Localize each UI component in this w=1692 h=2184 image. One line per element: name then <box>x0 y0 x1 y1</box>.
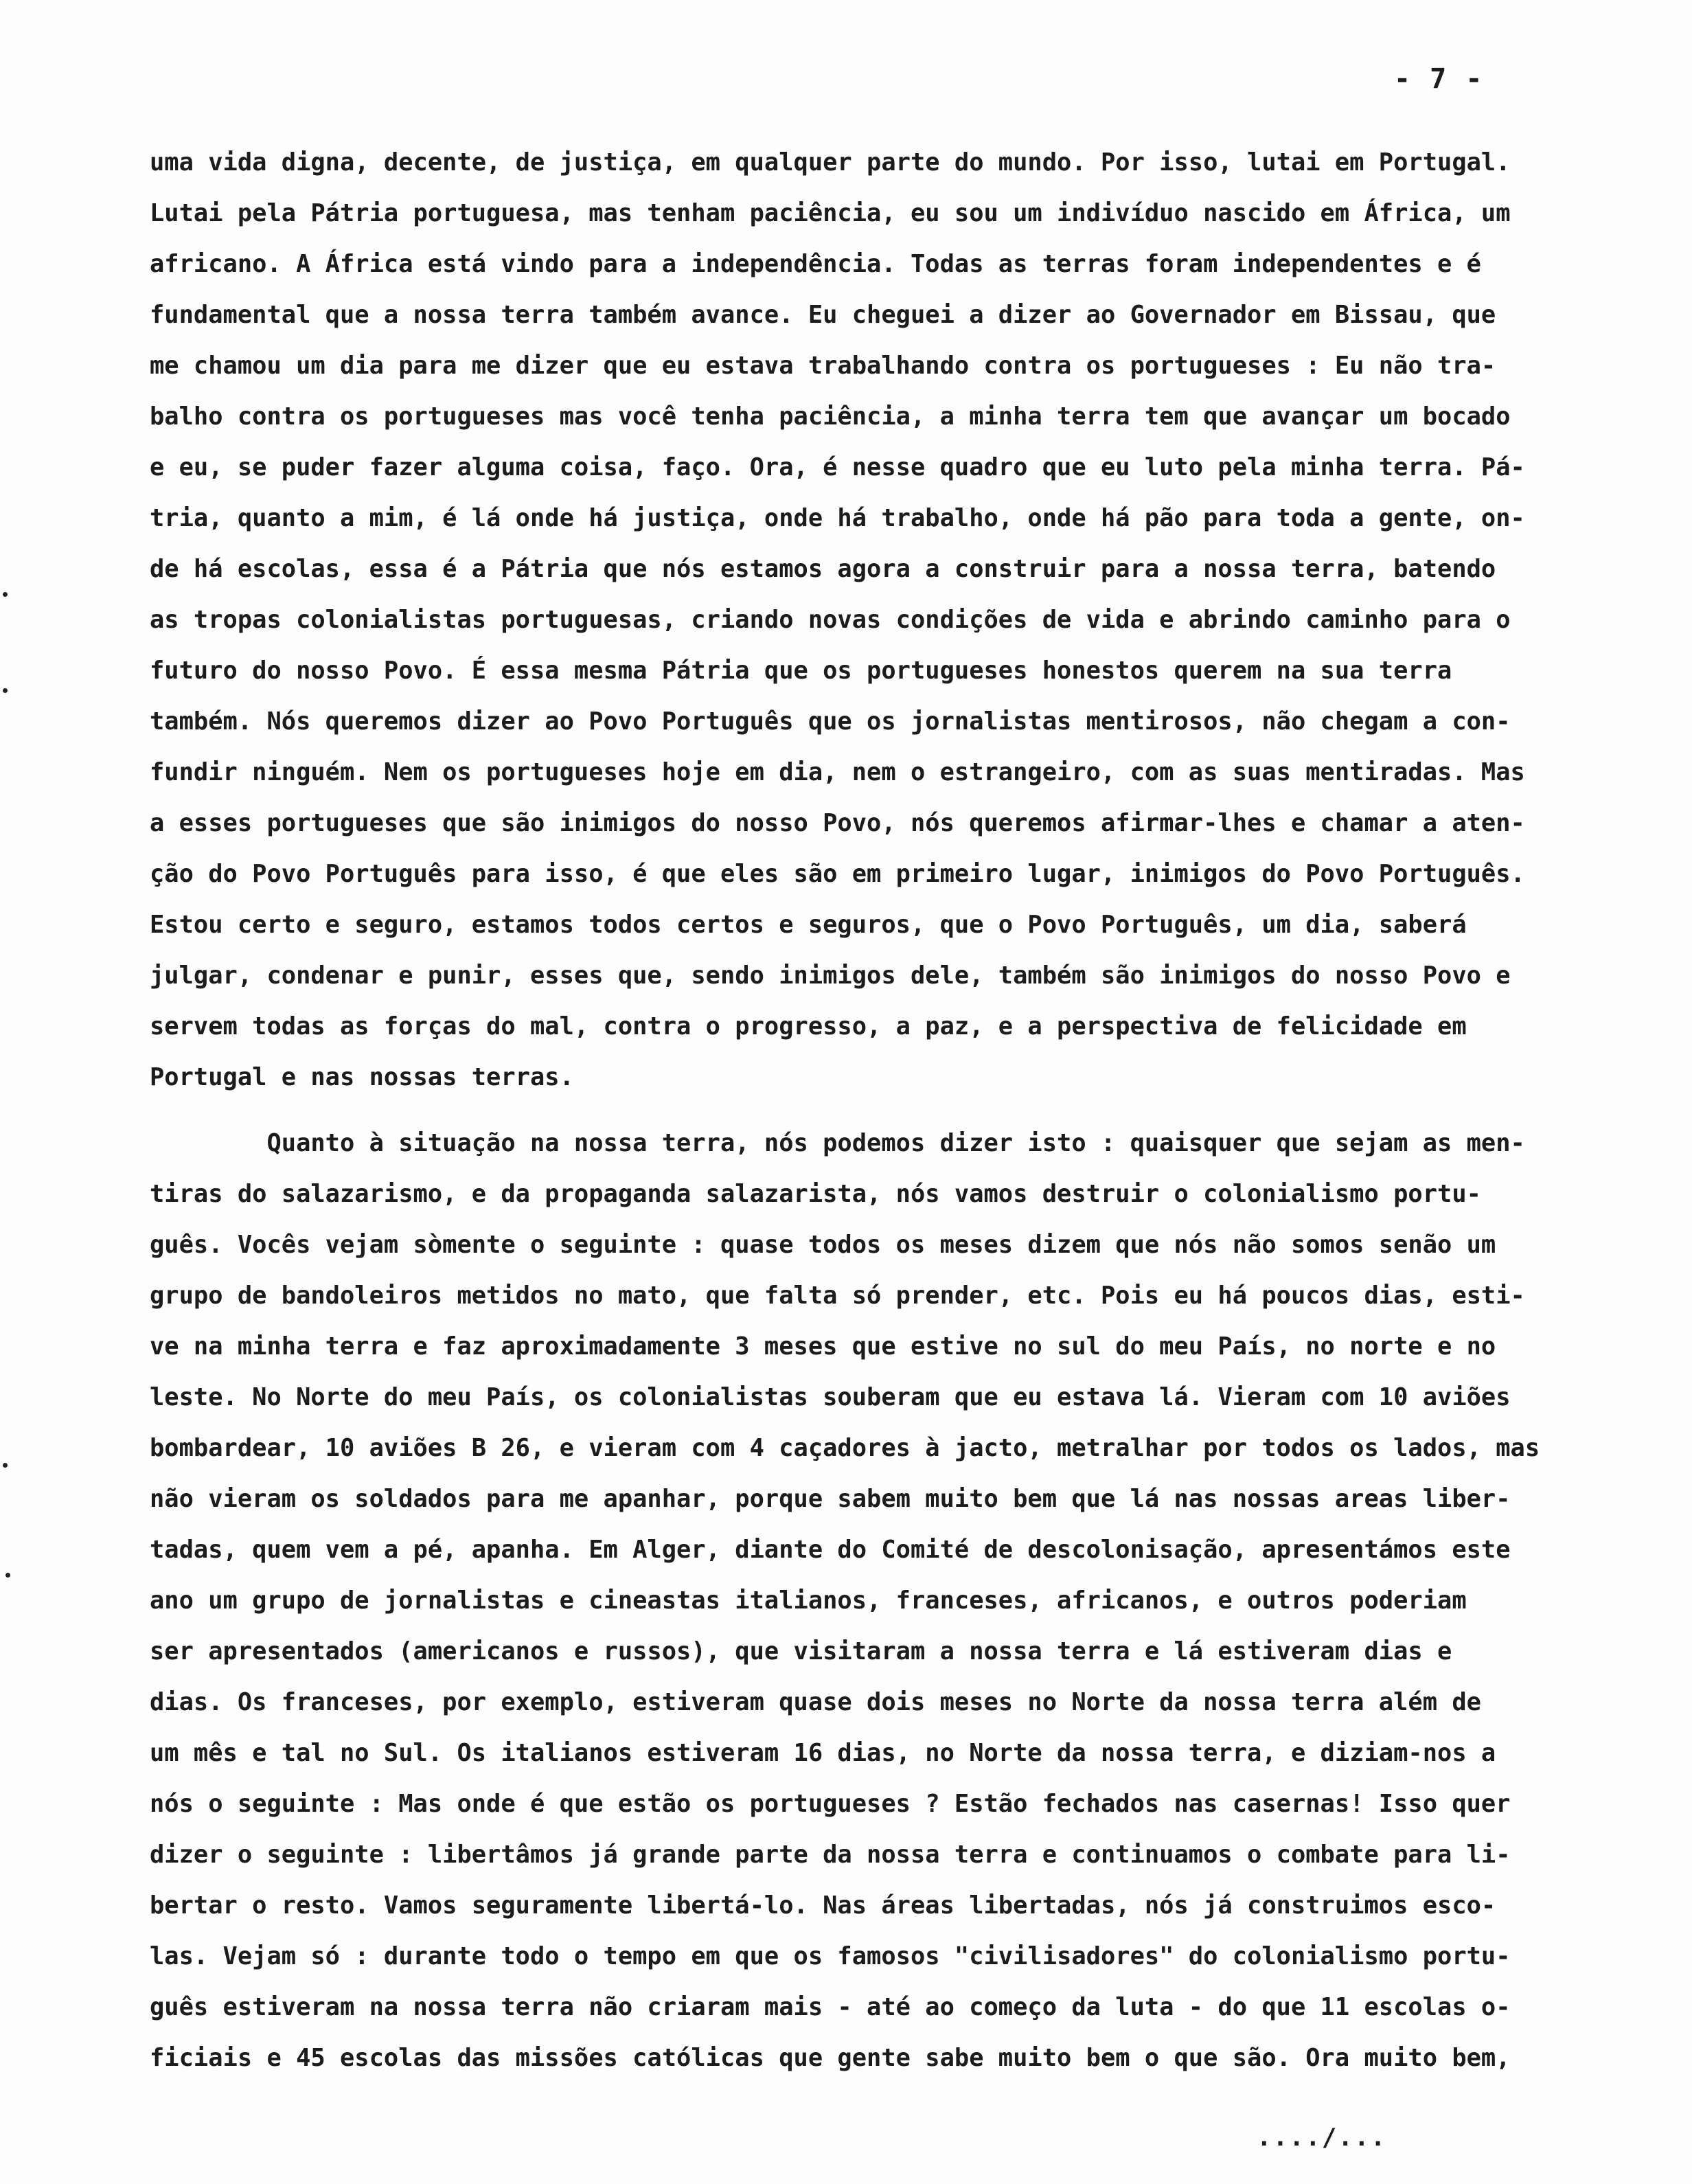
text-line: ser apresentados (americanos e russos), que visitaram a nossa terra e lá estiveram dias e <box>150 1637 1452 1665</box>
text-line: Lutai pela Pátria portuguesa, mas tenham paciência, eu sou um indivíduo nascido em África, um <box>150 199 1511 227</box>
text-line: dizer o seguinte : libertâmos já grande parte da nossa terra e continuamos o combate para li- <box>150 1841 1511 1869</box>
text-line: leste. No Norte do meu País, os colonialistas souberam que eu estava lá. Vieram com 10 aviões <box>150 1383 1511 1411</box>
text-line: as tropas colonialistas portuguesas, criando novas condições de vida e abrindo caminho para o <box>150 606 1511 634</box>
text-line: Estou certo e seguro, estamos todos certos e seguros, que o Povo Português, um dia, saberá <box>150 911 1467 939</box>
text-line: fundamental que a nossa terra também avance. Eu cheguei a dizer ao Governador em Bissau, que <box>150 301 1496 329</box>
text-line: um mês e tal no Sul. Os italianos estiveram 16 dias, no Norte da nossa terra, e diziam-nos a <box>150 1739 1496 1767</box>
text-line: nós o seguinte : Mas onde é que estão os portugueses ? Estão fechados nas casernas! Isso quer <box>150 1790 1511 1818</box>
margin-punch-mark <box>3 592 8 597</box>
page-number: - 7 - <box>1394 63 1484 95</box>
text-line: africano. A África está vindo para a independência. Todas as terras foram independentes e é <box>150 250 1481 278</box>
text-line: e eu, se puder fazer alguma coisa, faço. Ora, é nesse quadro que eu luto pela minha terra. Pá- <box>150 453 1525 481</box>
margin-punch-mark <box>3 688 8 693</box>
continuation-marker: ..../... <box>1257 2124 1387 2152</box>
paragraph-2 <box>150 1118 1640 2084</box>
paragraph-gap <box>150 1103 1640 1118</box>
text-line: ficiais e 45 escolas das missões católicas que gente sabe muito bem o que são. Ora muito bem, <box>150 2044 1511 2072</box>
text-line: ção do Povo Português para isso, é que eles são em primeiro lugar, inimigos do Povo Português. <box>150 860 1525 888</box>
margin-punch-mark <box>5 1573 10 1578</box>
text-line: a esses portugueses que são inimigos do nosso Povo, nós queremos afirmar-lhes e chamar a aten- <box>150 809 1525 837</box>
paragraph-1 <box>150 137 1640 1103</box>
text-line: ano um grupo de jornalistas e cineastas italianos, franceses, africanos, e outros poderiam <box>150 1586 1467 1615</box>
text-line: tadas, quem vem a pé, apanha. Em Alger, diante do Comité de descolonisação, apresentámos este <box>150 1536 1511 1564</box>
text-line: me chamou um dia para me dizer que eu estava trabalhando contra os portugueses : Eu não tra- <box>150 352 1496 380</box>
text-line: tria, quanto a mim, é lá onde há justiça, onde há trabalho, onde há pão para toda a gente, on- <box>150 504 1525 532</box>
body-text <box>150 137 1640 2084</box>
text-line: servem todas as forças do mal, contra o progresso, a paz, e a perspectiva de felicidade em <box>150 1012 1467 1040</box>
text-line: tiras do salazarismo, e da propaganda salazarista, nós vamos destruir o colonialismo portu- <box>150 1180 1481 1208</box>
text-line: Portugal e nas nossas terras. <box>150 1063 574 1091</box>
text-line: grupo de bandoleiros metidos no mato, que falta só prender, etc. Pois eu há poucos dias, esti- <box>150 1282 1525 1310</box>
text-line: futuro do nosso Povo. É essa mesma Pátria que os portugueses honestos querem na sua terra <box>150 657 1452 685</box>
text-line: dias. Os franceses, por exemplo, estiveram quase dois meses no Norte da nossa terra além de <box>150 1688 1481 1716</box>
text-line: guês estiveram na nossa terra não criaram mais - até ao começo da luta - do que 11 escolas o- <box>150 1993 1511 2021</box>
text-line: balho contra os portugueses mas você tenha paciência, a minha terra tem que avançar um bocado <box>150 402 1511 431</box>
text-line: Quanto à situação na nossa terra, nós podemos dizer isto : quaisquer que sejam as men- <box>150 1129 1525 1157</box>
text-line: bertar o resto. Vamos seguramente libertá-lo. Nas áreas libertadas, nós já construimos esco- <box>150 1891 1496 1920</box>
text-line: ve na minha terra e faz aproximadamente 3 meses que estive no sul do meu País, no norte e no <box>150 1332 1496 1361</box>
text-line: também. Nós queremos dizer ao Povo Português que os jornalistas mentirosos, não chegam a con- <box>150 707 1511 736</box>
text-line: uma vida digna, decente, de justiça, em qualquer parte do mundo. Por isso, lutai em Portugal. <box>150 148 1511 177</box>
text-line: las. Vejam só : durante todo o tempo em que os famosos "civilisadores" do colonialismo portu- <box>150 1942 1511 1970</box>
text-line: de há escolas, essa é a Pátria que nós estamos agora a construir para a nossa terra, batendo <box>150 555 1496 583</box>
text-line: guês. Vocês vejam sòmente o seguinte : quase todos os meses dizem que nós não somos senão um <box>150 1231 1496 1259</box>
text-line: julgar, condenar e punir, esses que, sendo inimigos dele, também são inimigos do nosso Povo e <box>150 962 1511 990</box>
margin-punch-mark <box>3 1463 8 1468</box>
text-line: não vieram os soldados para me apanhar, porque sabem muito bem que lá nas nossas areas liber- <box>150 1485 1511 1513</box>
text-line: bombardear, 10 aviões B 26, e vieram com 4 caçadores à jacto, metralhar por todos os lados, mas <box>150 1434 1540 1462</box>
text-line: fundir ninguém. Nem os portugueses hoje em dia, nem o estrangeiro, com as suas mentiradas. Mas <box>150 758 1525 786</box>
